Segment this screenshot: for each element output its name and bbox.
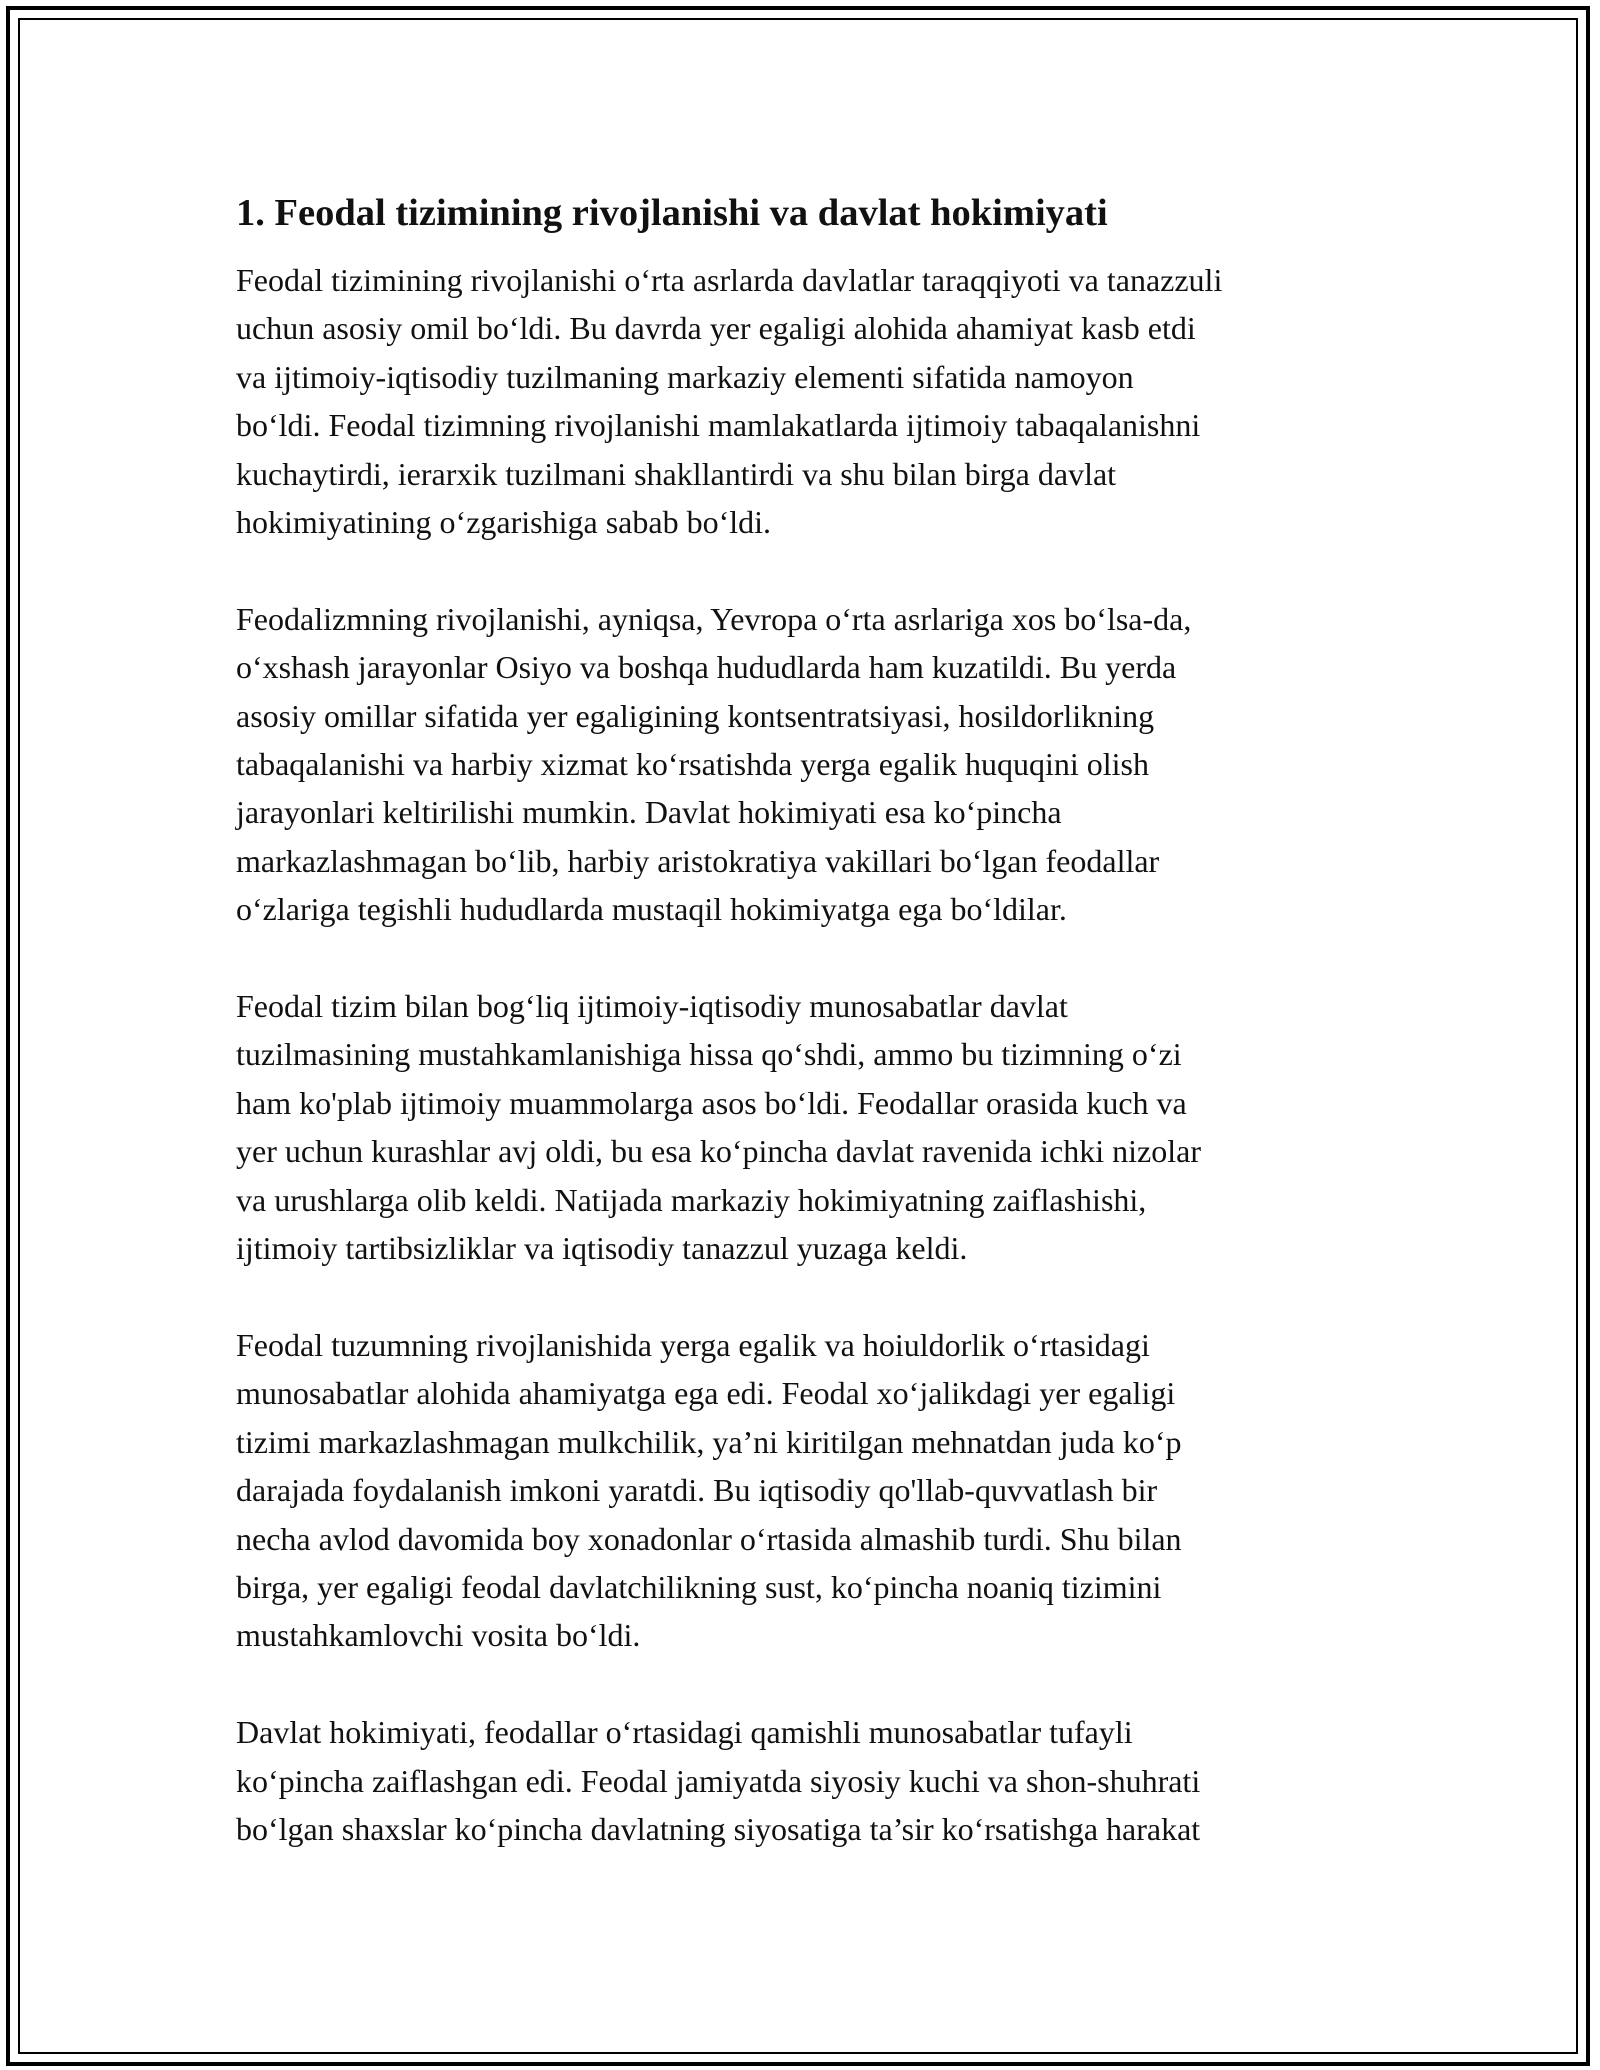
paragraph-line: Feodal tizimining rivojlanishi o‘rta asrlarda davlatlar taraqqiyoti va tanazzuli <box>236 262 1223 298</box>
paragraph-line: munosabatlar alohida ahamiyatga ega edi. Feodal xo‘jalikdagi yer egaligi <box>236 1375 1176 1412</box>
paragraph-line: jarayonlari keltirilishi mumkin. Davlat hokimiyati esa ko‘pincha <box>236 794 1062 831</box>
paragraph-line: Davlat hokimiyati, feodallar o‘rtasidagi qamishli munosabatlar tufayli <box>236 1714 1133 1751</box>
paragraph-line: tuzilmasining mustahkamlanishiga hissa qo‘shdi, ammo bu tizimning o‘zi <box>236 1036 1182 1073</box>
paragraph-line: kuchaytirdi, ierarxik tuzilmani shakllantirdi va shu bilan birga davlat <box>236 455 1117 492</box>
paragraph-2 <box>236 595 1366 934</box>
paragraph-4 <box>236 1321 1366 1660</box>
paragraph-line: bo‘lgan shaxslar ko‘pincha davlatning siyosatiga ta’sir ko‘rsatishga harakat <box>236 1810 1201 1847</box>
paragraph-line: asosiy omillar sifatida yer egaligining kontsentratsiyasi, hosildorlikning <box>236 697 1155 734</box>
paragraph-line: hokimiyatining o‘zgarishiga sabab bo‘ldi. <box>236 504 771 541</box>
paragraph-line: mustahkamlovchi vosita bo‘ldi. <box>236 1617 641 1654</box>
paragraph-line: tabaqalanishi va harbiy xizmat ko‘rsatishda yerga egalik huquqini olish <box>236 746 1149 783</box>
paragraph-3 <box>236 982 1366 1272</box>
paragraph-1 <box>236 256 1366 546</box>
paragraph-line: Feodalizmning rivojlanishi, ayniqsa, Yevropa o‘rta asrlariga xos bo‘lsa-da, <box>236 600 1192 637</box>
paragraph-line: uchun asosiy omil bo‘ldi. Bu davrda yer egaligi alohida ahamiyat kasb etdi <box>236 310 1196 347</box>
paragraph-line: yer uchun kurashlar avj oldi, bu esa ko‘pincha davlat ravenida ichki nizolar <box>236 1133 1201 1170</box>
paragraph-5 <box>236 1708 1366 1853</box>
paragraph-line: necha avlod davomida boy xonadonlar o‘rtasida almashib turdi. Shu bilan <box>236 1520 1182 1557</box>
paragraph-line: bo‘ldi. Feodal tizimning rivojlanishi mamlakatlarda ijtimoiy tabaqalanishni <box>236 407 1201 444</box>
paragraph-line: tizimi markazlashmagan mulkchilik, ya’ni kiritilgan mehnatdan juda ko‘p <box>236 1423 1182 1460</box>
document-body <box>236 188 1366 1902</box>
paragraph-line: o‘zlariga tegishli hududlarda mustaqil hokimiyatga ega bo‘ldilar. <box>236 891 1067 928</box>
paragraph-line: ijtimoiy tartibsizliklar va iqtisodiy tanazzul yuzaga keldi. <box>236 1230 968 1267</box>
section-heading: 1. Feodal tizimining rivojlanishi va davlat hokimiyati <box>236 192 1108 234</box>
paragraph-line: ko‘pincha zaiflashgan edi. Feodal jamiyatda siyosiy kuchi va shon-shuhrati <box>236 1762 1201 1799</box>
paragraph-line: o‘xshash jarayonlar Osiyo va boshqa hududlarda ham kuzatildi. Bu yerda <box>236 649 1177 686</box>
paragraph-line: Feodal tizim bilan bog‘liq ijtimoiy-iqtisodiy munosabatlar davlat <box>236 988 1068 1025</box>
paragraph-line: va urushlarga olib keldi. Natijada markaziy hokimiyatning zaiflashishi, <box>236 1181 1147 1218</box>
paragraph-line: ham ko'plab ijtimoiy muammolarga asos bo‘ldi. Feodallar orasida kuch va <box>236 1084 1187 1121</box>
paragraph-line: darajada foydalanish imkoni yaratdi. Bu iqtisodiy qo'llab-quvvatlash bir <box>236 1472 1158 1509</box>
paragraph-line: va ijtimoiy-iqtisodiy tuzilmaning markaziy elementi sifatida namoyon <box>236 358 1134 395</box>
paragraph-line: Feodal tuzumning rivojlanishida yerga egalik va hoiuldorlik o‘rtasidagi <box>236 1326 1150 1363</box>
paragraph-line: birga, yer egaligi feodal davlatchilikning sust, ko‘pincha noaniq tizimini <box>236 1568 1162 1605</box>
paragraph-line: markazlashmagan bo‘lib, harbiy aristokratiya vakillari bo‘lgan feodallar <box>236 842 1160 879</box>
